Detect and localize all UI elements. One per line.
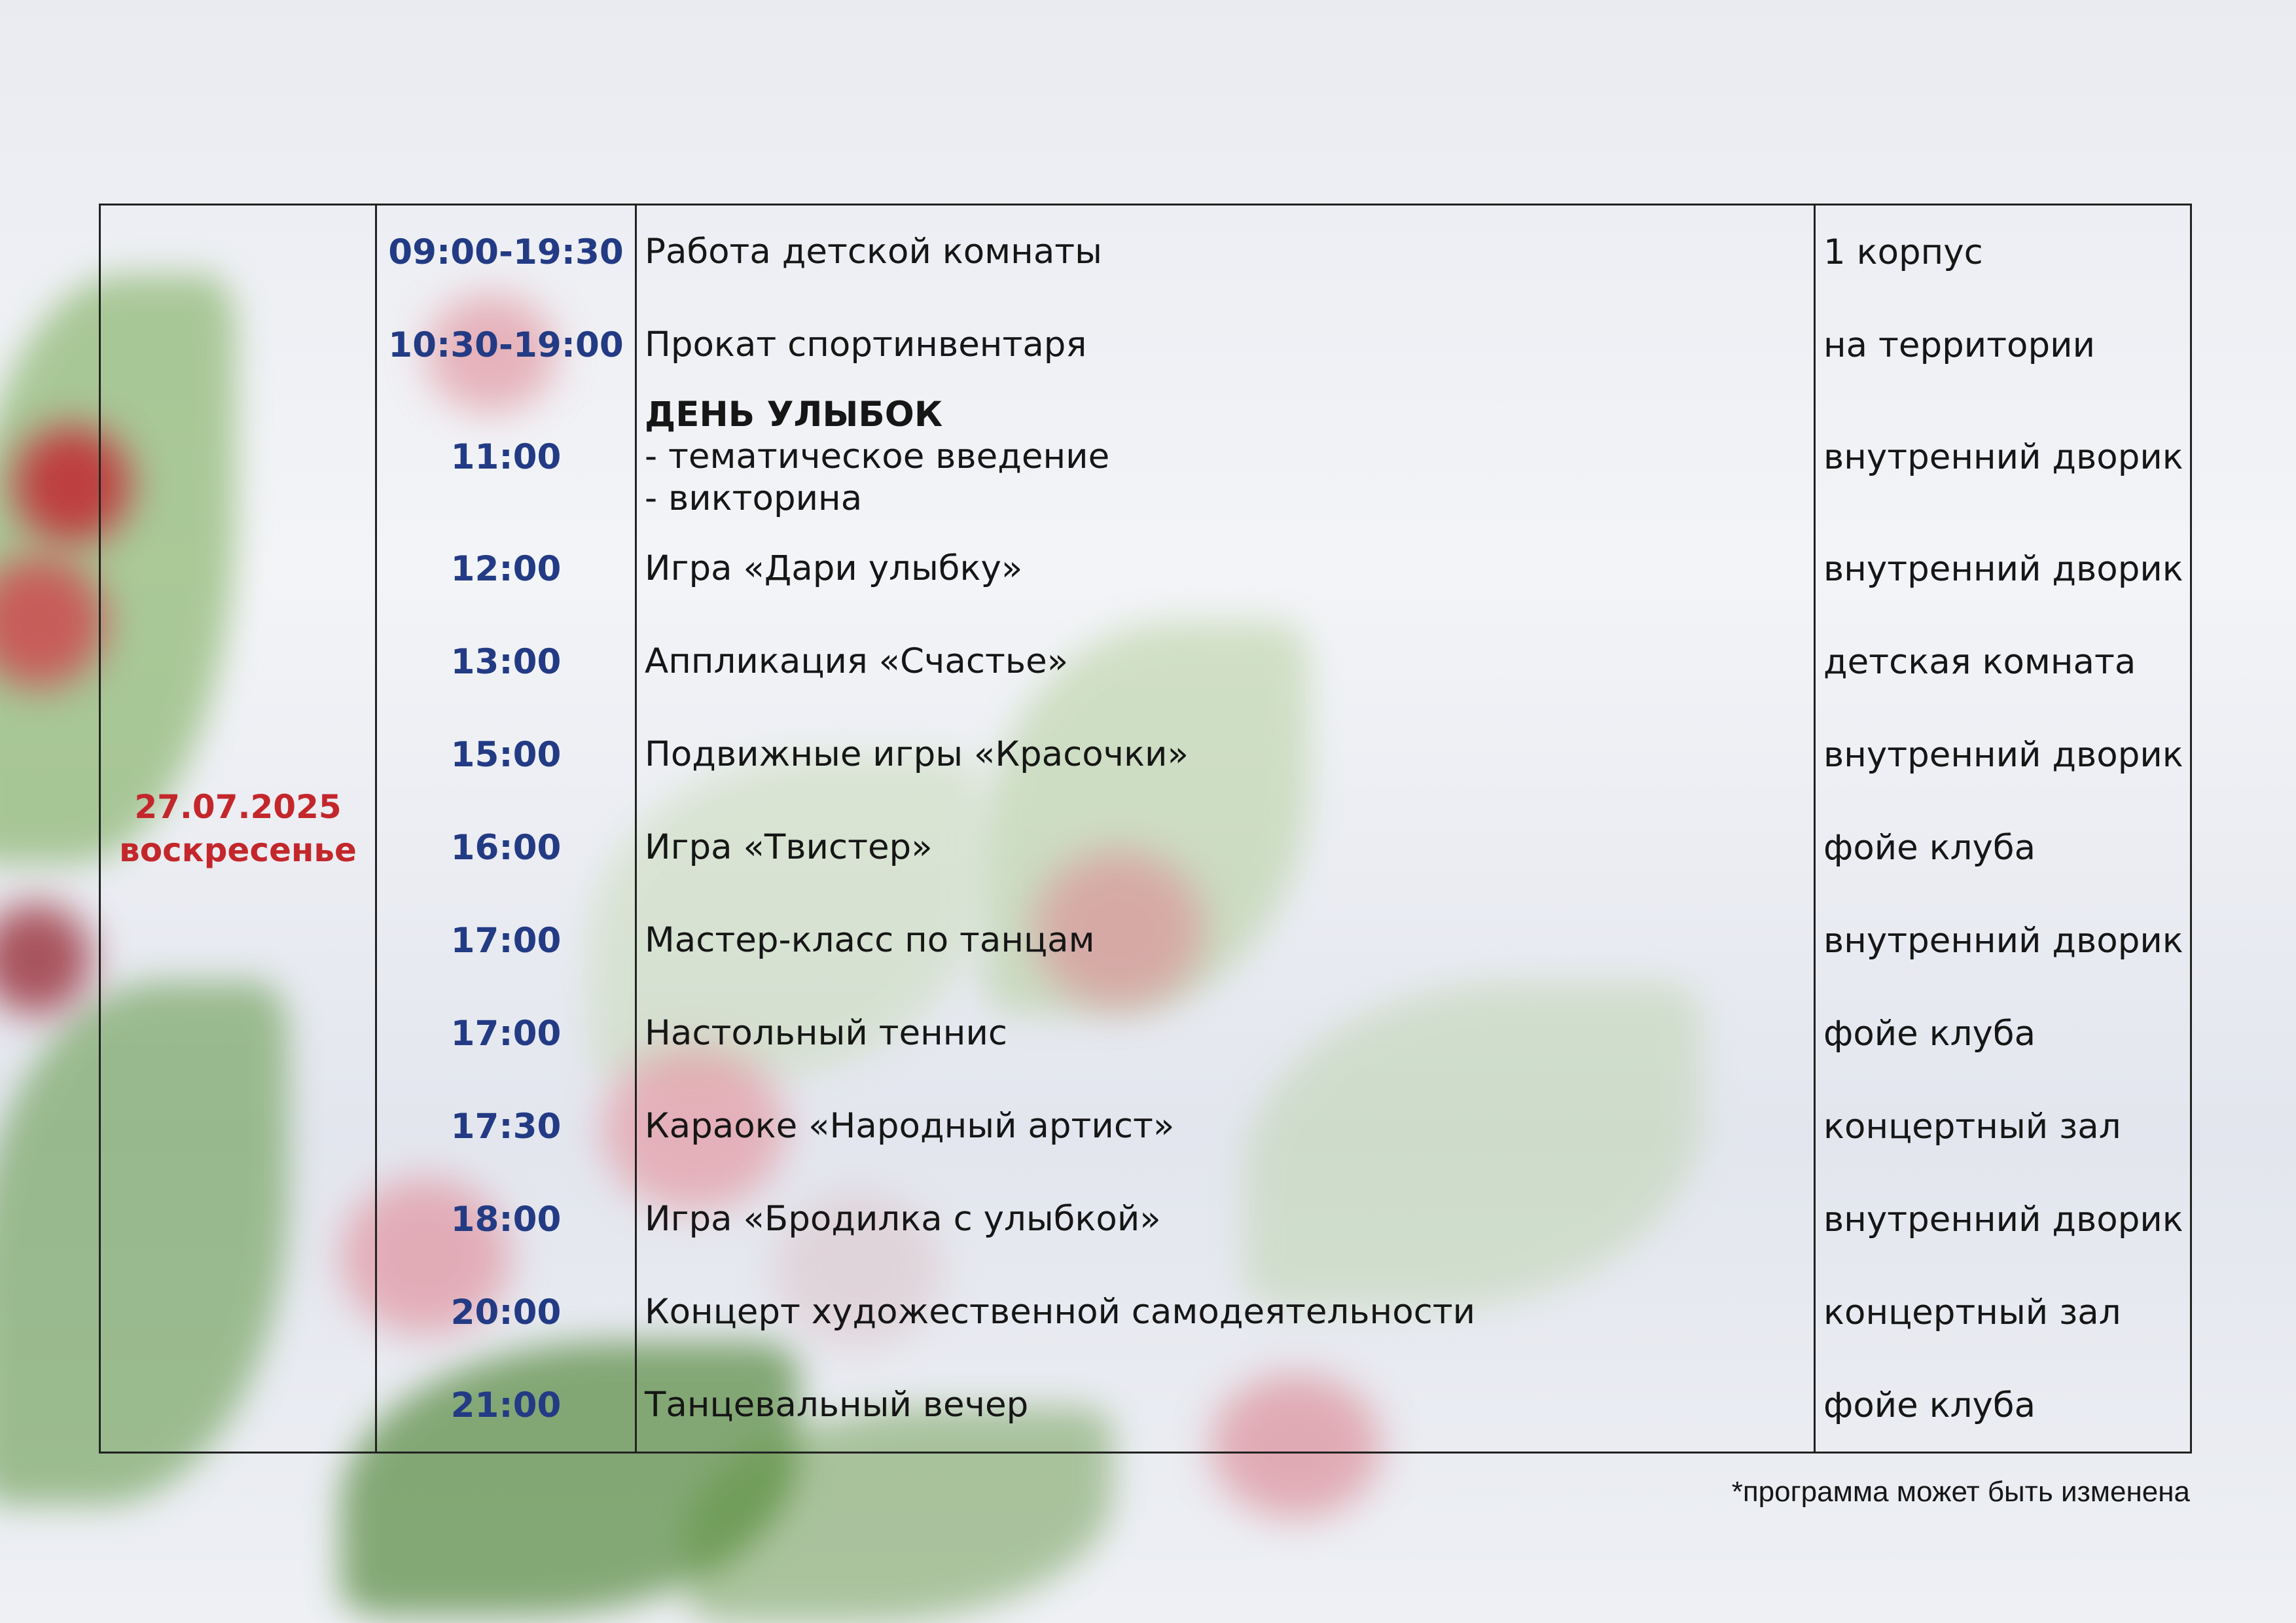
weekday: воскресенье [119, 831, 357, 869]
event-location [1816, 205, 2190, 298]
event-location [1816, 801, 2190, 894]
event-title [637, 1173, 1814, 1266]
event-title [637, 894, 1814, 987]
event-time-text: 17:00 [450, 920, 562, 961]
event-time [377, 205, 635, 298]
event-title-text: Концерт художественной самодеятельности [645, 1292, 1476, 1332]
event-title [637, 1266, 1814, 1359]
event-time [377, 522, 635, 615]
time-column [376, 205, 636, 1453]
event-time-text: 15:00 [450, 734, 562, 775]
event-title [637, 1359, 1814, 1452]
event-title-text: Аппликация «Счастье» [645, 641, 1069, 681]
event-location [1816, 1359, 2190, 1452]
event-location [1816, 298, 2190, 391]
event-location-text: фойе клуба [1823, 1013, 2036, 1054]
date: 27.07.2025 [134, 788, 342, 826]
event-time-text: 20:00 [450, 1292, 562, 1332]
event-title [637, 1080, 1814, 1173]
event-time [377, 801, 635, 894]
event-location-text: внутренний дворик [1823, 548, 2183, 589]
event-location [1816, 708, 2190, 801]
event-title [637, 615, 1814, 708]
event-title-text: Прокат спортинвентаря [645, 325, 1087, 365]
event-time-text: 11:00 [450, 437, 562, 477]
event-location-text: фойе клуба [1823, 827, 2036, 868]
event-location [1816, 894, 2190, 987]
event-time [377, 894, 635, 987]
event-location-text: на территории [1823, 325, 2096, 365]
event-location [1816, 615, 2190, 708]
event-time-text: 17:00 [450, 1013, 562, 1054]
event-time [377, 708, 635, 801]
event-location [1816, 1266, 2190, 1359]
event-title-text: Мастер-класс по танцам [645, 920, 1095, 960]
event-time-text: 21:00 [450, 1385, 562, 1425]
event-time-text: 17:30 [450, 1106, 562, 1147]
event-time [377, 391, 635, 522]
event-title-text: Танцевальный вечер [645, 1385, 1029, 1425]
event-time [377, 987, 635, 1080]
event-subitem: - тематическое введение [645, 437, 1110, 476]
event-location-text: концертный зал [1823, 1292, 2121, 1332]
event-location-text: внутренний дворик [1823, 1199, 2183, 1240]
event-title [637, 522, 1814, 615]
event-time-text: 13:00 [450, 641, 562, 682]
event-title-text: Игра «Твистер» [645, 827, 933, 867]
event-time [377, 615, 635, 708]
event-location-text: детская комната [1823, 641, 2136, 682]
event-title-text: Караоке «Народный артист» [645, 1106, 1175, 1146]
event-time [377, 1359, 635, 1452]
event-title [637, 801, 1814, 894]
event-time-text: 10:30-19:00 [388, 325, 624, 365]
event-title [637, 708, 1814, 801]
event-column [636, 205, 1815, 1453]
date-cell [100, 205, 376, 1453]
event-time-text: 18:00 [450, 1199, 562, 1240]
event-location [1816, 987, 2190, 1080]
event-time [377, 298, 635, 391]
event-location [1816, 391, 2190, 522]
event-location [1816, 1173, 2190, 1266]
event-location-text: внутренний дворик [1823, 920, 2183, 961]
location-column [1815, 205, 2191, 1453]
event-title-text: Работа детской комнаты [645, 232, 1103, 272]
event-time [377, 1173, 635, 1266]
event-location-text: концертный зал [1823, 1106, 2121, 1147]
event-title-text: Подвижные игры «Красочки» [645, 734, 1189, 774]
event-title [637, 987, 1814, 1080]
event-title-text: Игра «Бродилка с улыбкой» [645, 1199, 1161, 1239]
event-location-text: 1 корпус [1823, 232, 1983, 272]
event-time-text: 12:00 [450, 548, 562, 589]
event-location-text: внутренний дворик [1823, 734, 2183, 775]
event-time [377, 1266, 635, 1359]
event-location [1816, 1080, 2190, 1173]
event-time-text: 16:00 [450, 827, 562, 868]
event-time [377, 1080, 635, 1173]
event-title-text: Настольный теннис [645, 1013, 1008, 1053]
event-location-text: фойе клуба [1823, 1385, 2036, 1425]
event-title [637, 205, 1814, 298]
event-title-text: ДЕНЬ УЛЫБОК [645, 395, 943, 435]
event-subitem: - викторина [645, 478, 863, 518]
event-title-text: Игра «Дари улыбку» [645, 548, 1023, 588]
event-title [637, 298, 1814, 391]
footnote: *программа может быть изменена [1731, 1476, 2190, 1508]
event-location [1816, 522, 2190, 615]
event-title [637, 391, 1814, 522]
event-time-text: 09:00-19:30 [388, 232, 624, 272]
event-location-text: внутренний дворик [1823, 437, 2183, 477]
schedule-table [99, 204, 2192, 1454]
